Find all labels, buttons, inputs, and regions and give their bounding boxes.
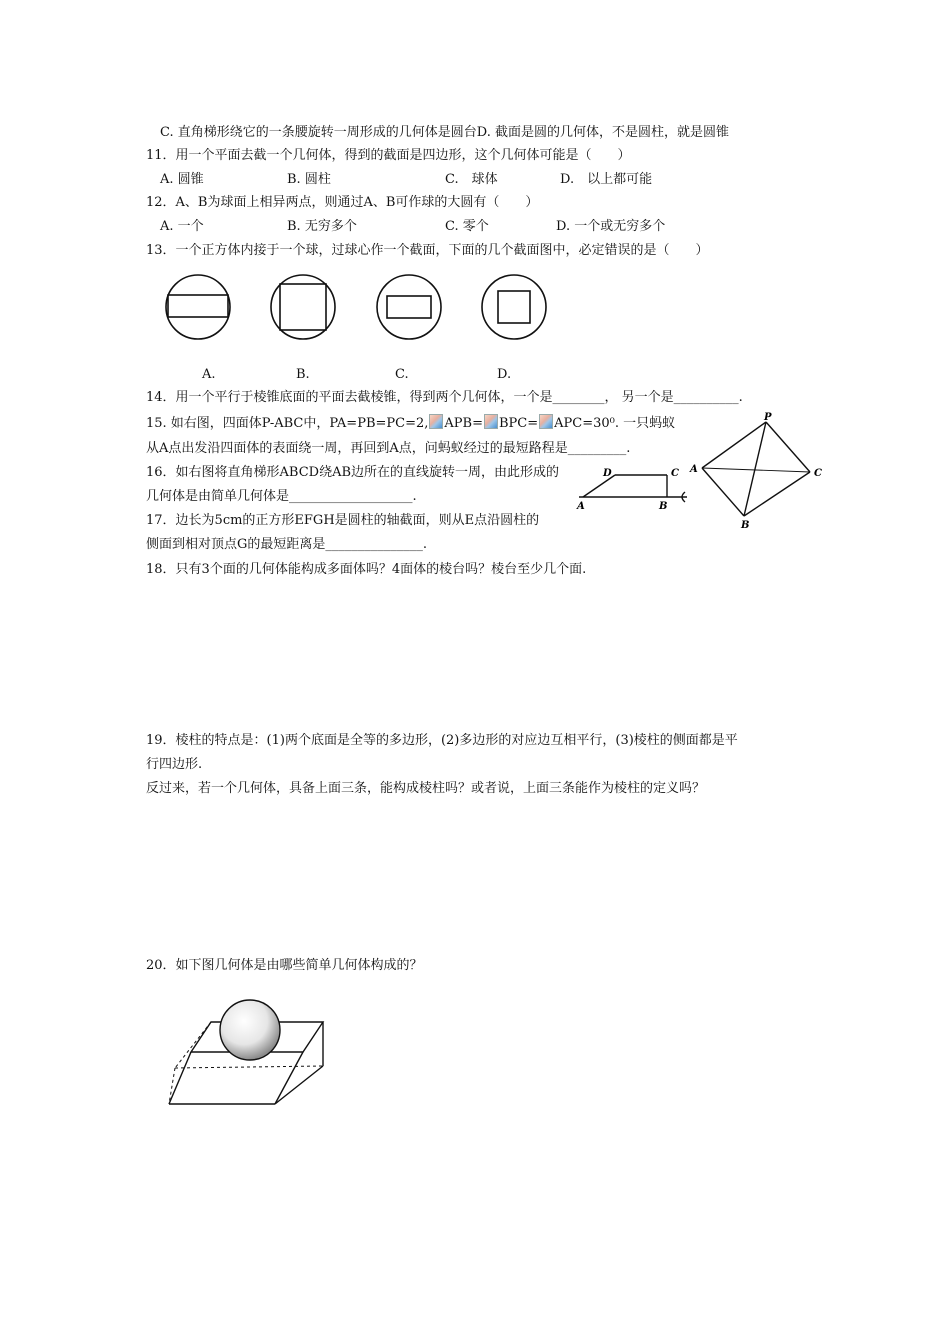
tetra-label-b: B [741,520,750,531]
q12-stem: 12．A、B为球面上相异两点，则通过A、B可作球的大圆有（ ） [146,195,539,210]
q14-text: 14．用一个平行于棱锥底面的平面去截棱锥，得到两个几何体，一个是________， 另一个是__________. [146,390,743,405]
trap-label-a: A [577,501,585,512]
tetra-label-c: C [814,468,822,479]
q13-figure-a [166,275,230,339]
q13-label-b: B. [296,367,310,382]
q20-text: 20．如下图几何体是由哪些简单几何体构成的？ [146,958,423,973]
trap-label-b: B [659,501,668,512]
q19-line3: 反过来，若一个几何体，具备上面三条，能构成棱柱吗？或者说，上面三条能作为棱柱的定义吗？ [146,781,706,796]
angle-image-icon [539,414,553,429]
q11-option-a: A. 圆锥 [160,172,204,187]
q12-option-c: C. 零个 [445,219,489,234]
q13-label-c: C. [395,367,409,382]
q18-text: 18．只有3个面的几何体能构成多面体吗？4面体的棱台吗？棱台至少几个面. [146,562,587,577]
q13-figure-c [377,275,441,339]
tetrahedron-figure [686,412,826,532]
trapezoid-figure [575,464,695,514]
q19-line2: 行四边形. [146,757,203,772]
q15-part2: APB= [444,416,483,431]
q16-line2: 几何体是由简单几何体是___________________. [146,489,417,504]
q13-label-a: A. [202,367,216,382]
q17-line2: 侧面到相对顶点G的最短距离是_______________. [146,537,428,552]
q11-option-b: B. 圆柱 [287,172,331,187]
tetra-label-p: P [764,412,772,423]
q13-label-d: D. [497,367,512,382]
trap-label-c: C [671,468,679,479]
q12-option-d: D. 一个或无穷多个 [556,219,666,234]
q15-part1: 15. 如右图，四面体P-ABC中，PA=PB=PC=2, [146,416,429,431]
trap-label-d: D [603,468,612,479]
q10-option-c: C. 直角梯形绕它的一条腰旋转一周形成的几何体是圆台D. 截面是圆的几何体，不是圆柱，就是圆锥 [160,125,729,140]
q15-line2: 从A点出发沿四面体的表面绕一周，再回到A点，问蚂蚁经过的最短路程是_________. [146,441,631,456]
q11-option-d: D. 以上都可能 [560,172,653,187]
q15-part4: APC=30⁰. 一只蚂蚁 [554,416,676,431]
q17-line1: 17．边长为5cm的正方形EFGH是圆柱的轴截面，则从E点沿圆柱的 [146,513,540,528]
q13-figure-d [482,275,546,339]
angle-image-icon [429,414,443,429]
q15-line1 [146,414,675,433]
q16-line1: 16．如右图将直角梯形ABCD绕AB边所在的直线旋转一周，由此形成的 [146,465,560,480]
q11-option-c: C. 球体 [445,172,498,187]
composite-solid-figure [165,1008,335,1108]
angle-image-icon [484,414,498,429]
q13-stem: 13．一个正方体内接于一个球，过球心作一个截面，下面的几个截面图中，必定错误的是（ ） [146,243,709,258]
q15-part3: BPC= [498,416,539,431]
q11-stem: 11．用一个平面去截一个几何体，得到的截面是四边形，这个几何体可能是（ ） [146,148,631,163]
q19-line1: 19．棱柱的特点是：(1)两个底面是全等的多边形，(2)多边形的对应边互相平行，(3)棱柱的侧面都是平 [146,733,738,748]
q13-figures [160,270,560,350]
tetra-label-a: A [690,464,698,475]
q12-option-a: A. 一个 [160,219,204,234]
q13-figure-b [271,275,335,339]
q12-option-b: B. 无穷多个 [287,219,357,234]
